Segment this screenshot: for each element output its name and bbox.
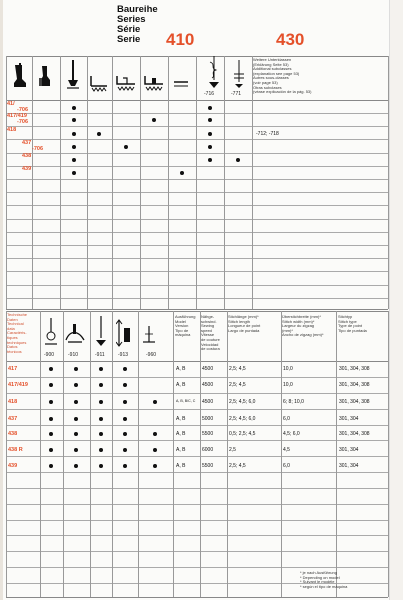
header-line: Velocidad bbox=[201, 341, 219, 347]
needle-feed-icon bbox=[66, 60, 80, 90]
compound-feed-icon bbox=[115, 72, 137, 92]
feature-dot bbox=[99, 448, 103, 452]
stitch-type-header bbox=[338, 315, 386, 333]
stub-line: Technische bbox=[7, 312, 28, 317]
needle-plate-icon bbox=[143, 72, 165, 92]
speed-cell: 4500 bbox=[202, 366, 214, 372]
model-label: 418 bbox=[8, 399, 18, 405]
icon-code: -910 bbox=[68, 352, 79, 358]
grid-line bbox=[6, 153, 388, 154]
header-line: Model bbox=[175, 318, 186, 324]
grid-line bbox=[6, 285, 388, 286]
note-line: Additional subclasses bbox=[253, 66, 292, 72]
grid-line bbox=[6, 56, 388, 57]
stitch-length-cell: 2,5; 4,5 bbox=[229, 366, 246, 372]
note-line: (explanation see page 53) bbox=[253, 70, 300, 76]
stitch-length-cell: 2,5 bbox=[229, 447, 236, 453]
stitch-length-cell: 2,5; 4,5 bbox=[229, 382, 246, 388]
grid-line bbox=[40, 311, 41, 597]
header-line: de costura bbox=[201, 346, 220, 352]
grid-line bbox=[227, 311, 228, 597]
version-cell: A, B bbox=[176, 447, 186, 453]
grid-line bbox=[6, 245, 388, 246]
grid-line bbox=[32, 56, 33, 309]
title-line: Série bbox=[117, 24, 141, 35]
stub-line: Caractéris- bbox=[7, 330, 27, 336]
icon-code: -716 bbox=[204, 91, 215, 97]
header-line: Version bbox=[175, 323, 189, 329]
stub-line: técnicos bbox=[7, 348, 22, 354]
grid-line bbox=[138, 311, 139, 597]
stitch-type-cell: 301, 304, 308 bbox=[339, 431, 370, 437]
feature-dot bbox=[153, 464, 157, 468]
version-cell: A, B bbox=[176, 382, 186, 388]
grid-line bbox=[112, 311, 113, 597]
grid-line bbox=[60, 56, 61, 309]
title-line: Baureihe bbox=[117, 4, 158, 15]
icon-code: -913 bbox=[118, 352, 129, 358]
feature-dot bbox=[74, 367, 78, 371]
model-subclass: -706 bbox=[17, 107, 29, 113]
feature-dot bbox=[74, 464, 78, 468]
model-number: 417/419 bbox=[7, 113, 27, 119]
feature-dot bbox=[208, 132, 212, 136]
note-line: Otras subclases bbox=[253, 84, 282, 90]
feature-dot bbox=[99, 400, 103, 404]
feature-dot bbox=[99, 417, 103, 421]
grid-line bbox=[6, 309, 388, 310]
header-line: Ausführung bbox=[175, 314, 196, 319]
page-edge-left bbox=[0, 0, 3, 600]
version-cell: A, B, B/C, C bbox=[176, 399, 196, 403]
model-label: 417/419 bbox=[8, 382, 28, 388]
series-430-label: 430 bbox=[276, 30, 305, 49]
grid-line bbox=[6, 271, 388, 272]
zigzag-width-header bbox=[282, 315, 334, 338]
stitch-length-cell: 0,5; 2,5; 4,5 bbox=[229, 431, 256, 437]
speed-cell: 5500 bbox=[202, 431, 214, 437]
feature-dot bbox=[123, 383, 127, 387]
feature-dot bbox=[152, 118, 156, 122]
header-line: Sewing bbox=[201, 323, 215, 329]
zigzag-width-cell: 10,0 bbox=[283, 366, 293, 372]
model-label bbox=[22, 153, 31, 159]
model-label: 439 bbox=[8, 463, 18, 469]
title-line: Serie bbox=[117, 34, 141, 45]
header-line: Stichtyp bbox=[338, 314, 353, 319]
stitch-length-header bbox=[228, 315, 280, 333]
feature-dot bbox=[74, 383, 78, 387]
feature-dot bbox=[72, 132, 76, 136]
walking-foot-icon bbox=[38, 64, 52, 90]
grid-line bbox=[6, 232, 388, 233]
note-line: Weitere Unterklassen bbox=[253, 57, 292, 62]
feature-dot bbox=[180, 171, 184, 175]
note-line: Autres sous-classes bbox=[253, 75, 289, 81]
feature-dot bbox=[208, 118, 212, 122]
feature-dot bbox=[49, 367, 53, 371]
grid-line bbox=[87, 56, 88, 309]
speed-cell: 4500 bbox=[202, 382, 214, 388]
grid-line bbox=[6, 192, 388, 193]
feature-dot bbox=[123, 464, 127, 468]
grid-line bbox=[6, 166, 388, 167]
stub-line: techniques bbox=[7, 339, 27, 345]
feed-dog-icon bbox=[172, 76, 190, 90]
footnote-line: * Depending on model bbox=[300, 574, 340, 580]
series-410-label: 410 bbox=[166, 30, 195, 49]
header-line: (mm)* bbox=[282, 327, 293, 333]
light-icon bbox=[141, 324, 157, 348]
model-number: 437 bbox=[22, 140, 32, 146]
feature-dot bbox=[208, 145, 212, 149]
zigzag-width-cell: 6; 8; 10,0 bbox=[283, 399, 304, 405]
speed-cell: 5000 bbox=[202, 416, 214, 422]
version-cell: A, B bbox=[176, 431, 186, 437]
speed-cell: 4500 bbox=[202, 399, 214, 405]
grid-line bbox=[224, 56, 225, 309]
speed-cell: 6000 bbox=[202, 447, 214, 453]
header-line: speed bbox=[201, 327, 212, 333]
feature-dot bbox=[97, 132, 101, 136]
header-line: Longueur de point bbox=[228, 323, 261, 329]
grid-line bbox=[173, 311, 174, 597]
header-line: Überstichbreite (mm)* bbox=[282, 314, 321, 319]
feature-dot bbox=[99, 464, 103, 468]
grid-line bbox=[200, 311, 201, 597]
zigzag-width-cell: 4,5 bbox=[283, 447, 290, 453]
feature-dot bbox=[49, 383, 53, 387]
stitch-type-cell: 301, 304, 308 bbox=[339, 399, 370, 405]
header-line: Tipo de bbox=[175, 327, 189, 333]
grid-line bbox=[90, 311, 91, 597]
feature-dot bbox=[49, 464, 53, 468]
thread-wiper-icon bbox=[232, 60, 246, 90]
subclass-note: -712; -718 bbox=[256, 131, 279, 137]
feature-dot bbox=[74, 417, 78, 421]
footnote-line: * según el tipo de máquina bbox=[300, 583, 348, 589]
feature-dot bbox=[72, 158, 76, 162]
feature-dot bbox=[153, 432, 157, 436]
stitch-type-cell: 301, 304, 308 bbox=[339, 366, 370, 372]
stitch-length-cell: 2,5; 4,5; 6,0 bbox=[229, 416, 256, 422]
model-label: 437 bbox=[8, 416, 18, 422]
feature-dot bbox=[74, 400, 78, 404]
version-cell: A, B bbox=[176, 463, 186, 469]
header-line: schwind. bbox=[201, 318, 217, 324]
grid-line bbox=[6, 219, 388, 220]
feature-dot bbox=[49, 417, 53, 421]
model-label bbox=[7, 101, 28, 113]
title-line: Series bbox=[117, 14, 146, 25]
note-line: (voir page 53) bbox=[253, 79, 278, 85]
header-line: Stitch width (mm)* bbox=[282, 318, 315, 324]
grid-line bbox=[112, 56, 113, 309]
icon-code: -771 bbox=[231, 91, 242, 97]
grid-line bbox=[6, 258, 388, 259]
header-line: Vitesse bbox=[201, 332, 215, 338]
feature-dot bbox=[72, 145, 76, 149]
model-label bbox=[7, 127, 16, 133]
feature-dot bbox=[124, 145, 128, 149]
grid-line bbox=[168, 56, 169, 309]
grid-line bbox=[140, 56, 141, 309]
header-line: Largeur du zigzag bbox=[282, 323, 315, 329]
model-number: 418 bbox=[7, 127, 17, 133]
feature-dot bbox=[153, 448, 157, 452]
model-label: 438 bbox=[8, 431, 18, 437]
header-line: Nähge- bbox=[201, 314, 215, 319]
version-cell: A, B bbox=[176, 416, 186, 422]
presser-foot-icon bbox=[12, 63, 28, 91]
model-subclass: -706 bbox=[32, 146, 44, 152]
feature-dot bbox=[49, 400, 53, 404]
feature-dot bbox=[123, 400, 127, 404]
grid-line bbox=[388, 311, 389, 597]
stitch-length-cell: 2,5; 4,5 bbox=[229, 463, 246, 469]
model-number: 439 bbox=[22, 166, 32, 172]
drop-feed-icon bbox=[89, 72, 109, 92]
footnotes bbox=[300, 571, 347, 589]
header-line: Stitch type bbox=[338, 318, 357, 324]
version-cell: A, B bbox=[176, 366, 186, 372]
thread-trimmer-icon bbox=[208, 56, 220, 90]
feature-dot bbox=[74, 448, 78, 452]
header-line: de couture bbox=[201, 336, 220, 342]
note-line: (véase explicación de la pág. 53) bbox=[253, 89, 312, 95]
grid-line bbox=[6, 205, 388, 206]
thread-cutter-icon bbox=[42, 318, 60, 348]
feature-dot bbox=[123, 417, 127, 421]
needle-position-icon bbox=[95, 316, 107, 348]
stitch-type-cell: 301, 304, 308 bbox=[339, 382, 370, 388]
header-line: Stichlänge (mm)* bbox=[228, 314, 259, 319]
feature-dot bbox=[123, 448, 127, 452]
grid-line bbox=[6, 113, 388, 114]
stub-line: data bbox=[7, 325, 15, 331]
speed-header bbox=[201, 315, 227, 352]
zigzag-width-cell: 6,0 bbox=[283, 463, 290, 469]
model-label: 417 bbox=[8, 366, 18, 372]
feature-dot bbox=[236, 158, 240, 162]
stub-line: Datos bbox=[7, 344, 18, 350]
model-number: 438 bbox=[22, 153, 32, 159]
presser-lift-icon bbox=[116, 318, 132, 350]
grid-line bbox=[6, 139, 388, 140]
stub-line: Daten bbox=[7, 316, 18, 322]
grid-line bbox=[281, 311, 282, 597]
note-line: (Erklärung Seite 53) bbox=[253, 61, 289, 67]
model-label bbox=[22, 166, 31, 172]
zigzag-width-cell: 10,0 bbox=[283, 382, 293, 388]
header-line: Tipo de puntada bbox=[338, 327, 367, 333]
feature-dot bbox=[123, 367, 127, 371]
zigzag-width-cell: 4,5; 6,0 bbox=[283, 431, 300, 437]
icon-code: -900 bbox=[44, 352, 55, 358]
grid-line bbox=[6, 597, 388, 598]
model-subclass: -706 bbox=[17, 119, 29, 125]
page-edge-right bbox=[389, 0, 403, 600]
series-title bbox=[117, 5, 158, 45]
grid-line bbox=[6, 298, 388, 299]
stitch-type-cell: 301, 304 bbox=[339, 447, 359, 453]
header-line: Largo de puntada bbox=[228, 327, 260, 333]
feature-dot bbox=[72, 106, 76, 110]
technical-data-header bbox=[7, 313, 39, 354]
subclass-notes-header bbox=[253, 58, 383, 95]
icon-code: -960 bbox=[146, 352, 157, 358]
header-line: Stitch length bbox=[228, 318, 251, 324]
model-label bbox=[7, 113, 28, 125]
feature-dot bbox=[49, 448, 53, 452]
zigzag-width-cell: 6,0 bbox=[283, 416, 290, 422]
feature-dot bbox=[208, 106, 212, 110]
grid-line bbox=[6, 56, 7, 309]
feature-dot bbox=[49, 432, 53, 436]
header-line: Type de point bbox=[338, 323, 363, 329]
grid-line bbox=[63, 311, 64, 597]
stitch-length-cell: 2,5; 4,5; 6,0 bbox=[229, 399, 256, 405]
grid-line bbox=[6, 100, 388, 101]
stub-line: Technical bbox=[7, 321, 24, 327]
header-line: Ancho de zigzag (mm)* bbox=[282, 332, 324, 338]
footnote-line: * je nach Ausführung bbox=[300, 570, 337, 575]
footnote-line: * Suivant le modèle bbox=[300, 579, 335, 585]
feature-dot bbox=[208, 158, 212, 162]
feature-dot bbox=[99, 432, 103, 436]
feature-dot bbox=[74, 432, 78, 436]
feature-dot bbox=[99, 383, 103, 387]
bobbin-winder-icon bbox=[64, 320, 86, 346]
model-label bbox=[22, 140, 43, 152]
model-label: 438 R bbox=[8, 447, 23, 453]
grid-line bbox=[388, 56, 389, 309]
model-number: 41/ bbox=[7, 101, 15, 107]
header-line: máquina bbox=[175, 332, 191, 338]
feature-dot bbox=[72, 171, 76, 175]
stitch-type-cell: 301, 304 bbox=[339, 416, 359, 422]
feature-dot bbox=[153, 400, 157, 404]
stitch-type-cell: 301, 304 bbox=[339, 463, 359, 469]
version-header bbox=[175, 315, 199, 338]
feature-dot bbox=[123, 432, 127, 436]
grid-line bbox=[196, 56, 197, 309]
speed-cell: 5500 bbox=[202, 463, 214, 469]
grid-line bbox=[336, 311, 337, 597]
stub-line: tiques bbox=[7, 334, 18, 340]
feature-dot bbox=[72, 118, 76, 122]
icon-code: -911 bbox=[95, 352, 105, 358]
grid-line bbox=[6, 126, 388, 127]
grid-line bbox=[6, 179, 388, 180]
feature-dot bbox=[99, 367, 103, 371]
